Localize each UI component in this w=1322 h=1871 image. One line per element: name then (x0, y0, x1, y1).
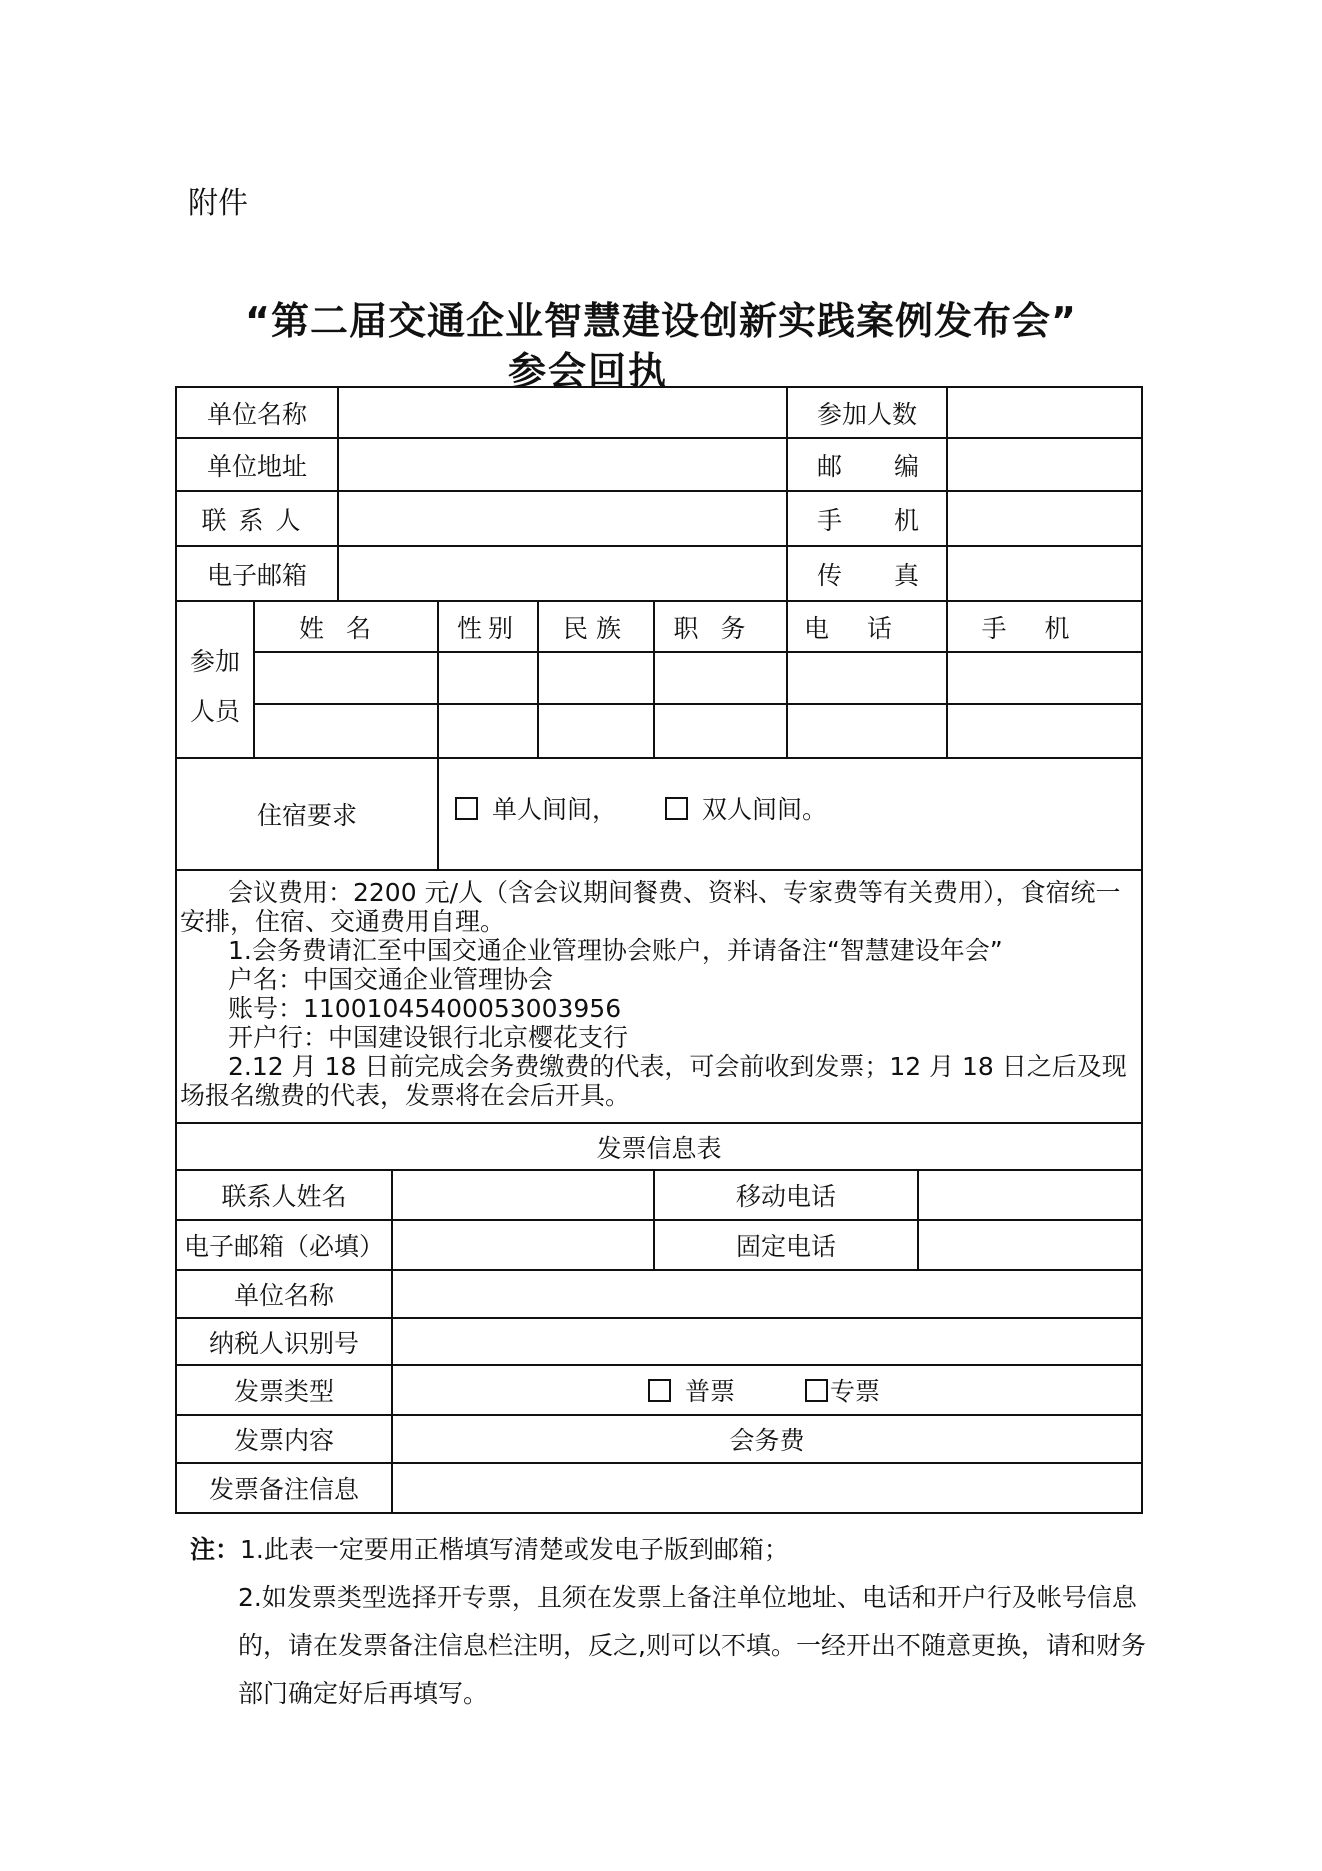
label-email: 电子邮箱 (206, 560, 307, 590)
label-address: 单位地址 (206, 451, 307, 481)
option-normal-invoice[interactable] (648, 1372, 735, 1408)
label-mobile-phone: 移动电话 (735, 1182, 836, 1211)
double-room-label: 双人间间。 (702, 795, 828, 824)
label-invoice-remarks: 发票备注信息 (208, 1475, 359, 1504)
col-name: 姓名 (298, 613, 393, 643)
label-fax: 传真 (817, 560, 972, 590)
col-gender: 性别 (456, 613, 519, 643)
fee-bank: 开户行：中国建设银行北京樱花支行 (228, 1023, 629, 1052)
label-contact: 联系人 (201, 505, 313, 535)
attendee-row-1[interactable] (256, 654, 1140, 702)
col-ethnicity: 民族 (562, 613, 629, 643)
fee-account-no: 账号：11001045400053003956 (228, 994, 622, 1023)
col-cellphone: 手机 (981, 613, 1108, 643)
input-postcode[interactable] (949, 440, 1140, 489)
col-phone: 电话 (803, 613, 930, 643)
special-invoice-label: 专票 (830, 1377, 881, 1406)
document-subtitle: 参会回执 (508, 349, 669, 393)
input-contact[interactable] (340, 493, 785, 544)
normal-invoice-label: 普票 (685, 1377, 736, 1406)
label-lodging: 住宿要求 (256, 801, 357, 830)
input-invoice-email[interactable] (394, 1222, 652, 1268)
invoice-table-header: 发票信息表 (596, 1133, 722, 1163)
input-email[interactable] (340, 548, 785, 599)
document-title: “第二届交通企业智慧建设创新实践案例发布会” (245, 299, 1077, 343)
note-1: 1.此表一定要用正楷填写清楚或发电子版到邮箱； (240, 1535, 789, 1564)
label-invoice-content: 发票内容 (233, 1426, 334, 1455)
fee-account-name: 户名：中国交通企业管理协会 (228, 965, 554, 994)
notes-label: 注： (190, 1535, 241, 1564)
lodging-options (455, 758, 1135, 858)
input-attendee-count[interactable] (949, 389, 1140, 436)
input-mobile[interactable] (949, 493, 1140, 544)
input-unit-name[interactable] (340, 389, 785, 436)
label-unit-name: 单位名称 (206, 399, 307, 429)
label-invoice-unit: 单位名称 (233, 1281, 334, 1310)
label-invoice-email: 电子邮箱（必填） (183, 1232, 384, 1261)
input-invoice-remarks[interactable] (394, 1465, 1140, 1511)
fee-item-2: 2.12 月 18 日前完成会务费缴费的代表，可会前收到发票；12 月 18 日之后及现场报名缴费的代表，发票将在会后开具。 (180, 1052, 1127, 1110)
option-single-room[interactable] (455, 790, 617, 826)
label-taxpayer-id: 纳税人识别号 (208, 1328, 359, 1358)
attachment-label: 附件 (188, 186, 248, 221)
fee-item-1: 1.会务费请汇至中国交通企业管理协会账户，并请备注“智慧建设年会” (228, 936, 1003, 965)
single-room-label: 单人间间， (492, 795, 618, 824)
checkbox-special-invoice-icon[interactable] (805, 1379, 828, 1402)
invoice-content-value: 会务费 (729, 1426, 805, 1455)
input-invoice-unit[interactable] (394, 1272, 1140, 1316)
label-attendees-line1: 参加 (189, 647, 240, 676)
label-attendee-count: 参加人数 (816, 399, 917, 429)
fee-line-1: 会议费用：2200 元/人（含会议期间餐费、资料、专家费等有关费用），食宿统一安排，住宿、交通费用自理。 (180, 878, 1121, 936)
col-position: 职务 (673, 613, 768, 643)
checkbox-normal-invoice-icon[interactable] (648, 1379, 671, 1402)
checkbox-double-room-icon[interactable] (665, 797, 688, 820)
label-mobile: 手机 (817, 505, 972, 535)
label-invoice-type: 发票类型 (233, 1377, 334, 1406)
label-attendees-line2: 人员 (189, 697, 240, 726)
notes (190, 1526, 1150, 1718)
input-invoice-contact[interactable] (394, 1172, 652, 1218)
input-address[interactable] (340, 440, 785, 489)
checkbox-single-room-icon[interactable] (455, 797, 478, 820)
option-double-room[interactable] (665, 790, 827, 826)
input-fax[interactable] (949, 548, 1140, 599)
attendee-row-2[interactable] (256, 706, 1140, 756)
note-2: 2.如发票类型选择开专票，且须在发票上备注单位地址、电话和开户行及帐号信息的，请在发票备注信息栏注明，反之,则可以不填。一经开出不随意更换，请和财务部门确定好后再填写。 (238, 1583, 1146, 1708)
input-taxpayer-id[interactable] (394, 1320, 1140, 1363)
note-1-line (190, 1526, 1150, 1574)
input-landline[interactable] (920, 1222, 1140, 1268)
option-special-invoice[interactable] (805, 1372, 880, 1408)
fee-info (180, 878, 1142, 1110)
label-postcode: 邮编 (817, 451, 972, 481)
input-mobile-phone[interactable] (920, 1172, 1140, 1218)
invoice-type-options (648, 1365, 1048, 1415)
label-invoice-contact: 联系人姓名 (221, 1182, 347, 1211)
label-landline: 固定电话 (735, 1232, 836, 1261)
